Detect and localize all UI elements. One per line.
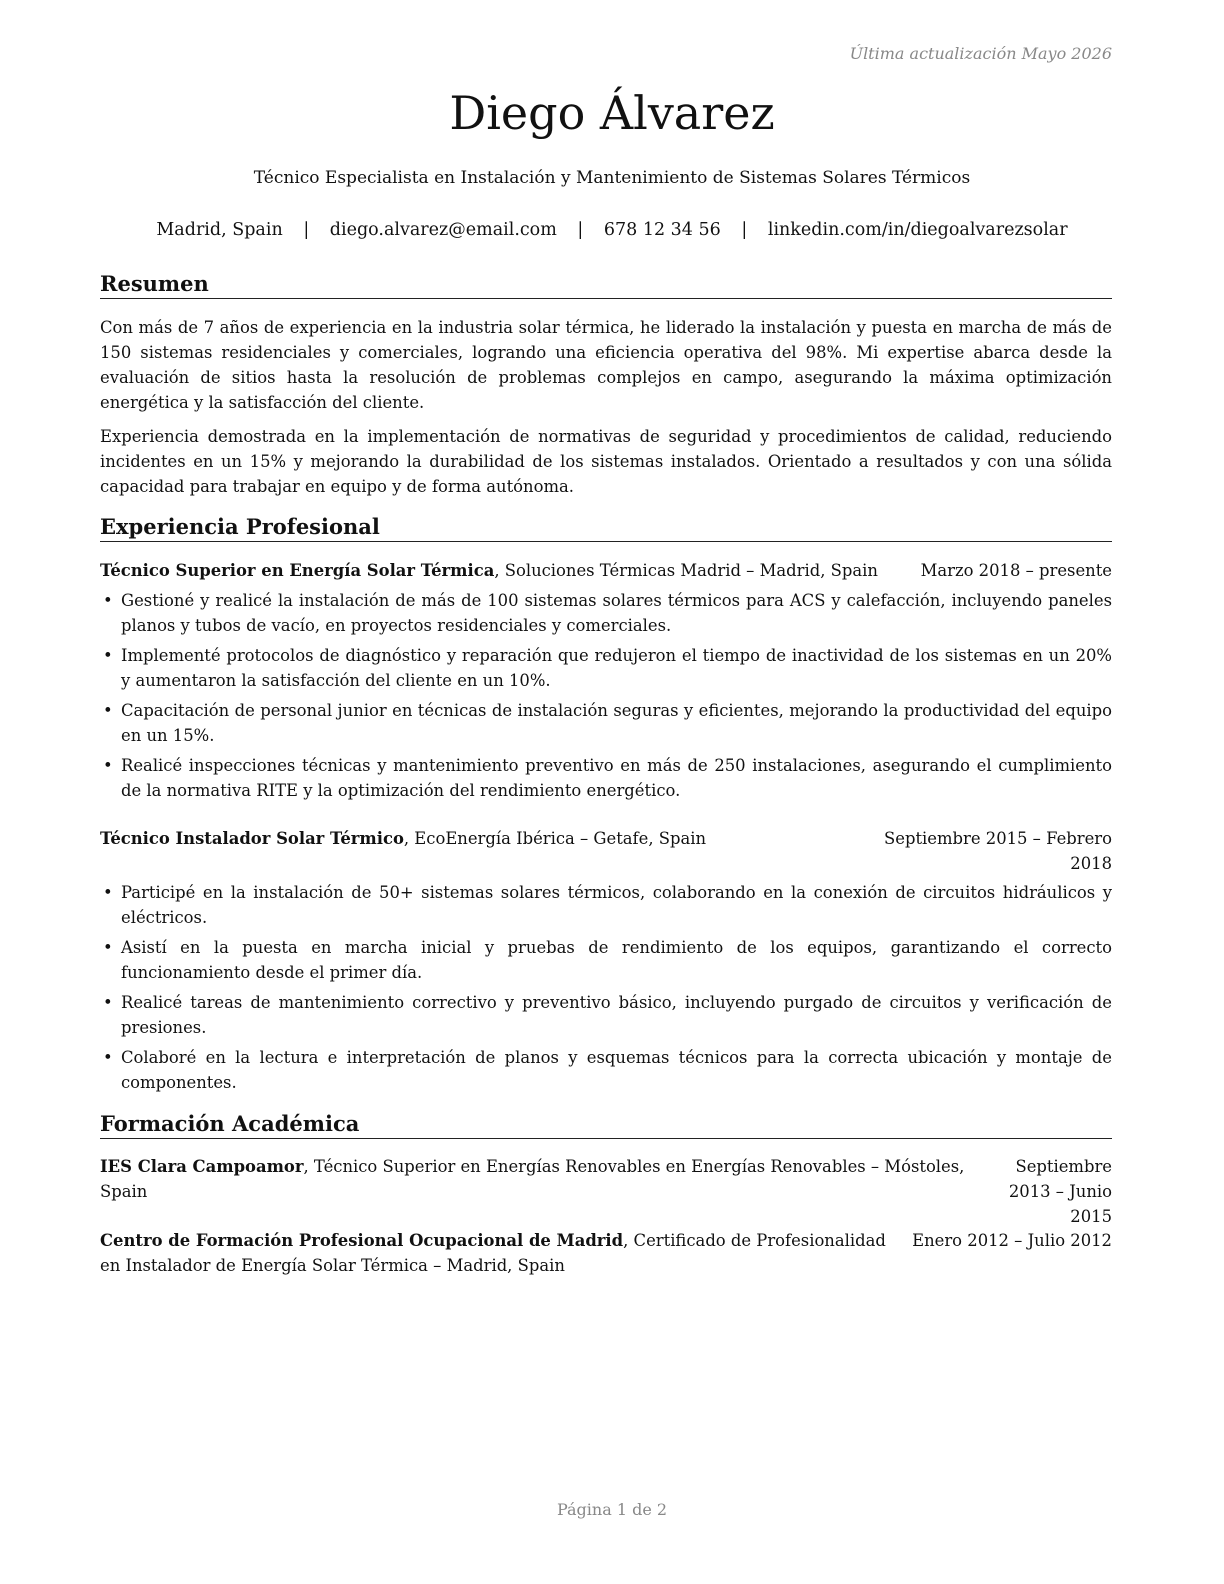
section-title-education: Formación Académica (100, 1111, 1112, 1139)
education-detail: , Certificado de Profesionalidad en Instalador de Energía Solar Térmica – Madrid, Spain (100, 1231, 886, 1275)
candidate-name: Diego Álvarez (449, 86, 775, 140)
list-item: • Realicé tareas de mantenimiento correctivo y preventivo básico, incluyendo purgado de circuitos y verificación de presiones. (100, 990, 1112, 1040)
headline: Técnico Especialista en Instalación y Mantenimiento de Sistemas Solares Térmicos (253, 168, 971, 188)
summary-paragraph: Experiencia demostrada en la implementación de normativas de seguridad y procedimientos de calidad, reduciendo incidentes en un 15% y mejorando la durabilidad de los sistemas instalados. Orientado a resultados y con una sólida capacidad para trabajar en equipo y de forma autónoma. (100, 427, 1112, 496)
section-title-summary: Resumen (100, 271, 1112, 299)
contact-line (0, 220, 1224, 240)
job-header (100, 558, 1112, 583)
job-company: , Soluciones Térmicas Madrid – Madrid, Spain (494, 561, 878, 580)
job-role: Técnico Instalador Solar Térmico (100, 829, 404, 848)
job-bullets (100, 588, 1112, 808)
job-role: Técnico Superior en Energía Solar Térmica (100, 561, 495, 580)
job-dates: Marzo 2018 – presente (920, 561, 1112, 580)
contact-linkedin[interactable]: linkedin.com/in/diegoalvarezsolar (767, 220, 1068, 240)
contact-email[interactable]: diego.alvarez@email.com (329, 220, 557, 240)
job-company: , EcoEnergía Ibérica – Getafe, Spain (403, 829, 707, 848)
list-item: • Capacitación de personal junior en técnicas de instalación seguras y eficientes, mejorando la productividad del equipo en un 15%. (100, 698, 1112, 748)
contact-phone: 678 12 34 56 (603, 220, 721, 240)
school-name: Centro de Formación Profesional Ocupacional de Madrid (100, 1231, 624, 1250)
education-item (100, 1228, 1112, 1278)
education-dates: Septiembre 2013 – Junio 2015 (1008, 1157, 1112, 1226)
job-dates: Septiembre 2015 – Febrero 2018 (884, 829, 1112, 873)
list-item: • Colaboré en la lectura e interpretación de planos y esquemas técnicos para la correcta ubicación y montaje de componentes. (100, 1045, 1112, 1095)
list-item: • Asistí en la puesta en marcha inicial y pruebas de rendimiento de los equipos, garantizando el correcto funcionamiento desde el primer día. (100, 935, 1112, 985)
education-item (100, 1154, 1112, 1229)
summary-paragraph: Con más de 7 años de experiencia en la industria solar térmica, he liderado la instalación y puesta en marcha de más de 150 sistemas residenciales y comerciales, logrando una eficiencia operativa del 98%. Mi expertise abarca desde la evaluación de sitios hasta la resolución de problemas complejos en campo, asegurando la máxima optimización energética y la satisfacción del cliente. (100, 318, 1112, 412)
list-item: • Gestioné y realicé la instalación de más de 100 sistemas solares térmicos para ACS y calefacción, incluyendo paneles planos y tubos de vacío, en proyectos residenciales y comerciales. (100, 588, 1112, 638)
job-bullets (100, 880, 1112, 1100)
separator: | (577, 220, 584, 240)
section-title-experience: Experiencia Profesional (100, 514, 1112, 542)
separator: | (741, 220, 748, 240)
job-header (100, 826, 1112, 876)
page-number: Página 1 de 2 (556, 1500, 668, 1519)
education-dates: Enero 2012 – Julio 2012 (912, 1231, 1112, 1250)
list-item: • Participé en la instalación de 50+ sistemas solares térmicos, colaborando en la conexión de circuitos hidráulicos y eléctricos. (100, 880, 1112, 930)
contact-location: Madrid, Spain (156, 220, 283, 240)
separator: | (303, 220, 310, 240)
list-item: • Implementé protocolos de diagnóstico y reparación que redujeron el tiempo de inactividad de los sistemas en un 20% y aumentaron la satisfacción del cliente en un 10%. (100, 643, 1112, 693)
last-updated: Última actualización Mayo 2026 (849, 44, 1112, 63)
education-detail: , Técnico Superior en Energías Renovables en Energías Renovables – Móstoles, Spain (100, 1157, 965, 1201)
school-name: IES Clara Campoamor (100, 1157, 304, 1176)
list-item: • Realicé inspecciones técnicas y mantenimiento preventivo en más de 250 instalaciones, asegurando el cumplimiento de la normativa RITE y la optimización del rendimiento energético. (100, 753, 1112, 803)
